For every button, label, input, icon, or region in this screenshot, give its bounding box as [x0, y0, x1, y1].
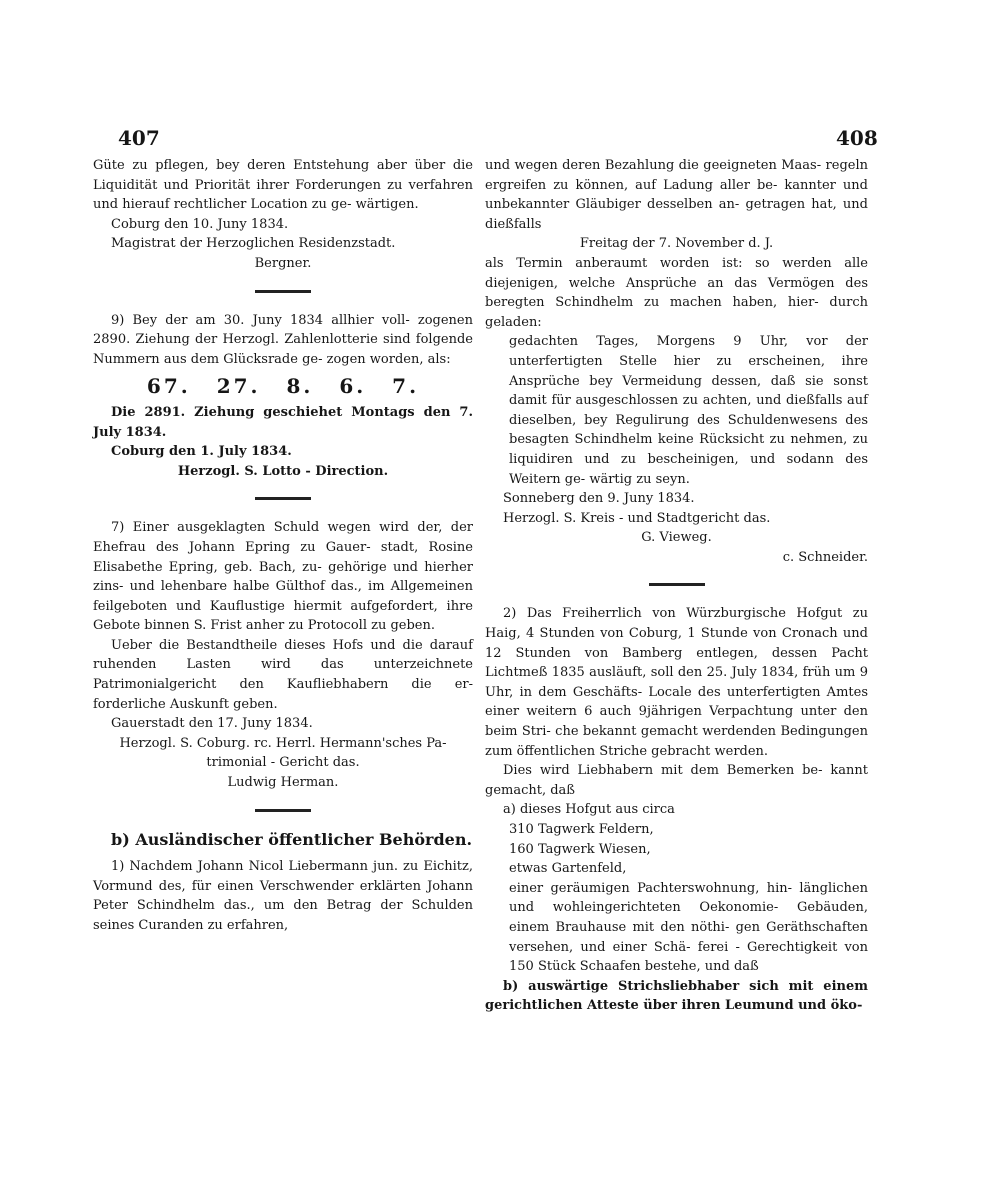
lottery-authority: Herzogl. S. Lotto - Direction. [177, 463, 389, 479]
lottery-number: 67. [146, 374, 191, 399]
section-heading: b) Ausländischer öffentlicher Behörden. [111, 829, 473, 849]
lottery-next-draw: Die 2891. Ziehung geschiehet Montags den 7. July 1834. [93, 404, 473, 440]
lease-property-list [485, 820, 868, 977]
list-item: 160 Tagwerk Wiesen, [509, 841, 651, 857]
summons-instructions: gedachten Tages, Morgens 9 Uhr, vor der unterfertigten Stelle hier zu erscheinen, ihre Ansprüche bey Vermeidung dessen, daß sie sonst damit für ausgeschlossen zu achten, und dießfalls auf dieselben, bey Regulirung des Schuldenwesens des besagten Schindhelm keine Rücksicht zu nehmen, zu liquidiren und zu bescheinigen, und sodann des Weitern ge- wärtig zu seyn. [509, 334, 868, 487]
list-item: einer geräumigen Pachterswohnung, hin- länglichen und wohleingerichteten Oekonomie- Gebäuden, einem Brauhause mit den nöthi- gen Geräthschaften versehen, und einer Schä- ferei - Gerechtigkeit von 150 Stück Schaafen bestehe, und daß [509, 880, 868, 975]
lease-notice-remark: Dies wird Liebhabern mit dem Bemerken be- kannt gemacht, daß [485, 763, 868, 798]
notice-date: Coburg den 10. Juny 1834. [111, 216, 289, 232]
notice-continuation: Güte zu pflegen, bey deren Entstehung aber über die Liquidität und Priorität ihrer Forderungen zu verfahren und hierauf rechtlicher Location zu ge- wärtigen. [93, 158, 473, 213]
summons-place-date: Sonneberg den 9. Juny 1834. [503, 491, 695, 507]
sale-notice-signature: Ludwig Herman. [227, 775, 339, 791]
lottery-notice: 9) Bey der am 30. Juny 1834 allhier voll- zogenen 2890. Ziehung der Herzogl. Zahlenlotterie sind folgende Nummern aus dem Glücksrade ge- zogen worden, als: [93, 312, 473, 367]
sale-notice-details: Ueber die Bestandtheile dieses Hofs und die darauf ruhenden Lasten wird das unterzeichnete Patrimonialgericht den Kaufliebhabern die er- forderliche Auskunft geben. [93, 637, 473, 712]
lease-item-a: a) dieses Hofgut aus circa [503, 802, 675, 818]
lottery-date: Coburg den 1. July 1834. [111, 444, 292, 460]
summons-authority: Herzogl. S. Kreis - und Stadtgericht das. [503, 510, 771, 526]
lottery-number: 27. [216, 374, 261, 399]
page-number-right: 408 [836, 126, 878, 150]
lease-item-b: b) auswärtige Strichsliebhaber sich mit einem gerichtlichen Atteste über ihren Leumund und öko- [485, 978, 868, 1014]
lottery-number: 8. [286, 374, 314, 399]
summons-signature-1: G. Vieweg. [641, 530, 712, 546]
right-column [485, 156, 868, 1016]
summons-notice-start: 1) Nachdem Johann Nicol Liebermann jun. zu Eichitz, Vormund des, für einen Verschwender erklärten Johann Peter Schindhelm das., um den Betrag der Schulden seines Curanden zu erfahren, [93, 859, 473, 933]
sale-notice-date: Gauerstadt den 17. Juny 1834. [111, 716, 313, 732]
lottery-numbers [93, 374, 473, 399]
notice-signature: Bergner. [254, 255, 312, 271]
list-item: 310 Tagwerk Feldern, [509, 822, 654, 837]
lottery-number: 6. [339, 374, 367, 399]
summons-notice-text: als Termin anberaumt worden ist: so werden alle diejenigen, welche Ansprüche an das Vermögen des beregten Schindhelm zu machen haben, hier- durch geladen: [485, 255, 868, 330]
summons-notice-continuation: und wegen deren Bezahlung die geeigneten Maas- regeln ergreifen zu können, auf Ladung aller be- kannter und unbekannter Gläubiger desselben an- getragen hat, und dießfalls [485, 158, 868, 232]
section-divider [255, 290, 311, 293]
section-divider [255, 497, 311, 500]
lease-notice: 2) Das Freiherrlich von Würzburgische Hofgut zu Haig, 4 Stunden von Coburg, 1 Stunde von Cronach und 12 Stunden von Bamberg entlegen, dessen Pacht Lichtmeß 1835 ausläuft, soll den 25. July 1834, früh um 9 Uhr, in dem Geschäfts- Locale des unterfertigten Amtes einer weitern 6 auch 9jährigen Verpachtung unter den beim Stri- che bekannt gemacht werdenden Bedingungen zum öffentlichen Striche gebracht werden. [485, 606, 868, 759]
lottery-number: 7. [392, 374, 420, 399]
summons-term-date: Freitag der 7. November d. J. [579, 236, 774, 252]
section-divider [649, 583, 705, 586]
section-divider [255, 809, 311, 812]
notice-authority: Magistrat der Herzoglichen Residenzstadt. [111, 236, 396, 252]
sale-notice: 7) Einer ausgeklagten Schuld wegen wird der, der Ehefrau des Johann Epring zu Gauer- stadt, Rosine Elisabethe Epring, geb. Bach, zu- gehörige und hierher zins- und lehenbare halbe Gülthof das., im Allgemeinen feilgeboten und Kauflustige hiermit aufgefordert, ihre Gebote binnen S. Frist anher zu Protocoll zu geben. [93, 520, 473, 634]
summons-signature-2: c. Schneider. [782, 549, 868, 565]
sale-notice-authority: Herzogl. S. Coburg. rc. Herrl. Hermann'sches Pa- trimonial - Gericht das. [119, 735, 447, 771]
left-column [93, 156, 473, 936]
page-number-left: 407 [118, 126, 160, 150]
list-item: etwas Gartenfeld, [509, 861, 627, 877]
